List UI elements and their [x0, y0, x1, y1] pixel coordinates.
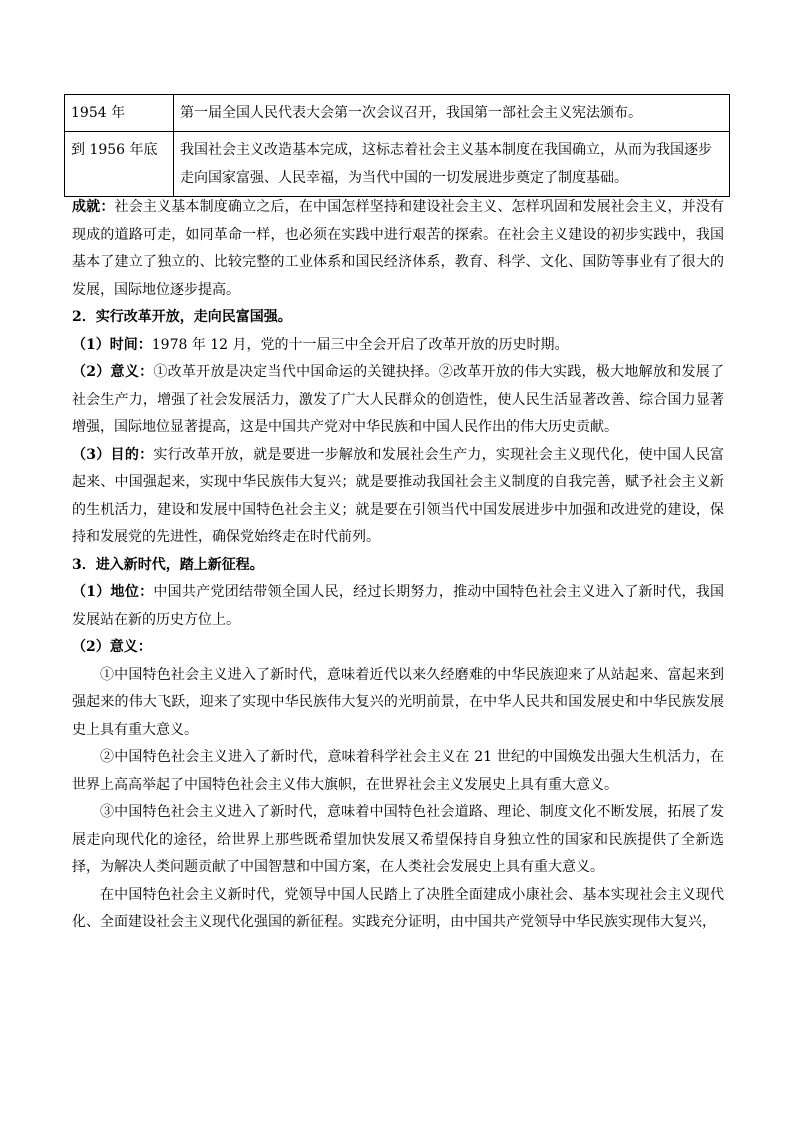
meaning-heading: （2）意义：: [72, 639, 152, 655]
meaning-label: （2）意义：: [72, 364, 154, 380]
meaning-point: ①中国特色社会主义进入了新时代，意味着近代以来久经磨难的中华民族迎来了从站起来、富起来到强起来的伟大飞跃，迎来了实现中华民族伟大复兴的光明前景，在中华人民共和国发展史和中华民族发展史上具有重大意义。: [72, 666, 724, 738]
meaning-point: ③中国特色社会主义进入了新时代，意味着中国特色社会道路、理论、制度文化不断发展，拓展了发展走向现代化的途径，给世界上那些既希望加快发展又希望保持自身独立性的国家和民族提供了全新选择，为解决人类问题贡献了中国智慧和中国方案，在人类社会发展史上具有重大意义。: [72, 804, 724, 875]
year-cell: 1954 年: [65, 95, 174, 132]
goal-text: 实行改革开放，就是要进一步解放和发展社会生产力，实现社会主义现代化，使中国人民富起来、中国强起来，实现中华民族伟大复兴；就是要推动我国社会主义制度的自我完善，赋予社会主义新的生机活力，建设和发展中国特色社会主义；就是要在引领当代中国发展进步中加强和改进党的建设，保持和发展党的先进性，确保党始终走在时代前列。: [72, 446, 724, 545]
event-cell: 第一届全国人民代表大会第一次会议召开，我国第一部社会主义宪法颁布。: [174, 95, 730, 132]
position-paragraph: [72, 579, 724, 634]
time-label: （1）时间：: [72, 336, 152, 353]
section-heading: 2．实行改革开放，走向民富国强。: [72, 309, 292, 325]
meaning-paragraph: [72, 359, 724, 442]
event-cell: 我国社会主义改造基本完成，这标志着社会主义基本制度在我国确立，从而为我国逐步走向国家富强、人民幸福，为当代中国的一切发展进步奠定了制度基础。: [174, 132, 730, 197]
meaning-point: ②中国特色社会主义进入了新时代，意味着科学社会主义在 21 世纪的中国焕发出强大生机活力，在世界上高高举起了中国特色社会主义伟大旗帜，在世界社会主义发展史上具有重大意义。: [72, 749, 724, 793]
achievement-label: 成就：: [72, 199, 115, 215]
time-paragraph: [72, 332, 724, 360]
meaning-text: ①改革开放是决定当代中国命运的关键抉择。②改革开放的伟大实践，极大地解放和发展了社会生产力，增强了社会发展活力，激发了广大人民群众的创造性，使人民生活显著改善、综合国力显著增强，国际地位显著提高，这是中国共产党对中华民族和中国人民作出的伟大历史贡献。: [72, 364, 724, 435]
position-text: 中国共产党团结带领全国人民，经过长期努力，推动中国特色社会主义进入了新时代，我国发展站在新的历史方位上。: [72, 584, 724, 628]
goal-paragraph: [72, 442, 724, 552]
goal-label: （3）目的：: [72, 446, 154, 463]
year-cell: 到 1956 年底: [65, 132, 174, 197]
achievement-paragraph: [72, 194, 724, 304]
table-row: [65, 95, 730, 132]
achievement-text: 社会主义基本制度确立之后，在中国怎样坚持和建设社会主义、怎样巩固和发展社会主义，并没有现成的道路可走，如同革命一样，也必须在实践中进行艰苦的探索。在社会主义建设的初步实践中，我国基本了建立了独立的、比较完整的工业体系和国民经济体系，教育、科学、文化、国防等事业有了很大的发展，国际地位逐步提高。: [72, 199, 725, 298]
table-row: [65, 132, 730, 197]
time-text: 1978 年 12 月，党的十一届三中全会开启了改革开放的历史时期。: [151, 336, 569, 353]
timeline-table: [64, 94, 730, 197]
closing-paragraph: 在中国特色社会主义新时代，党领导中国人民踏上了决胜全面建成小康社会、基本实现社会主义现代化、全面建设社会主义现代化强国的新征程。实践充分证明，由中国共产党领导中华民族实现伟大复兴，: [72, 886, 724, 930]
section-heading: 3．进入新时代，踏上新征程。: [72, 556, 264, 573]
body-text: [72, 194, 724, 937]
position-label: （1）地位：: [72, 584, 154, 600]
